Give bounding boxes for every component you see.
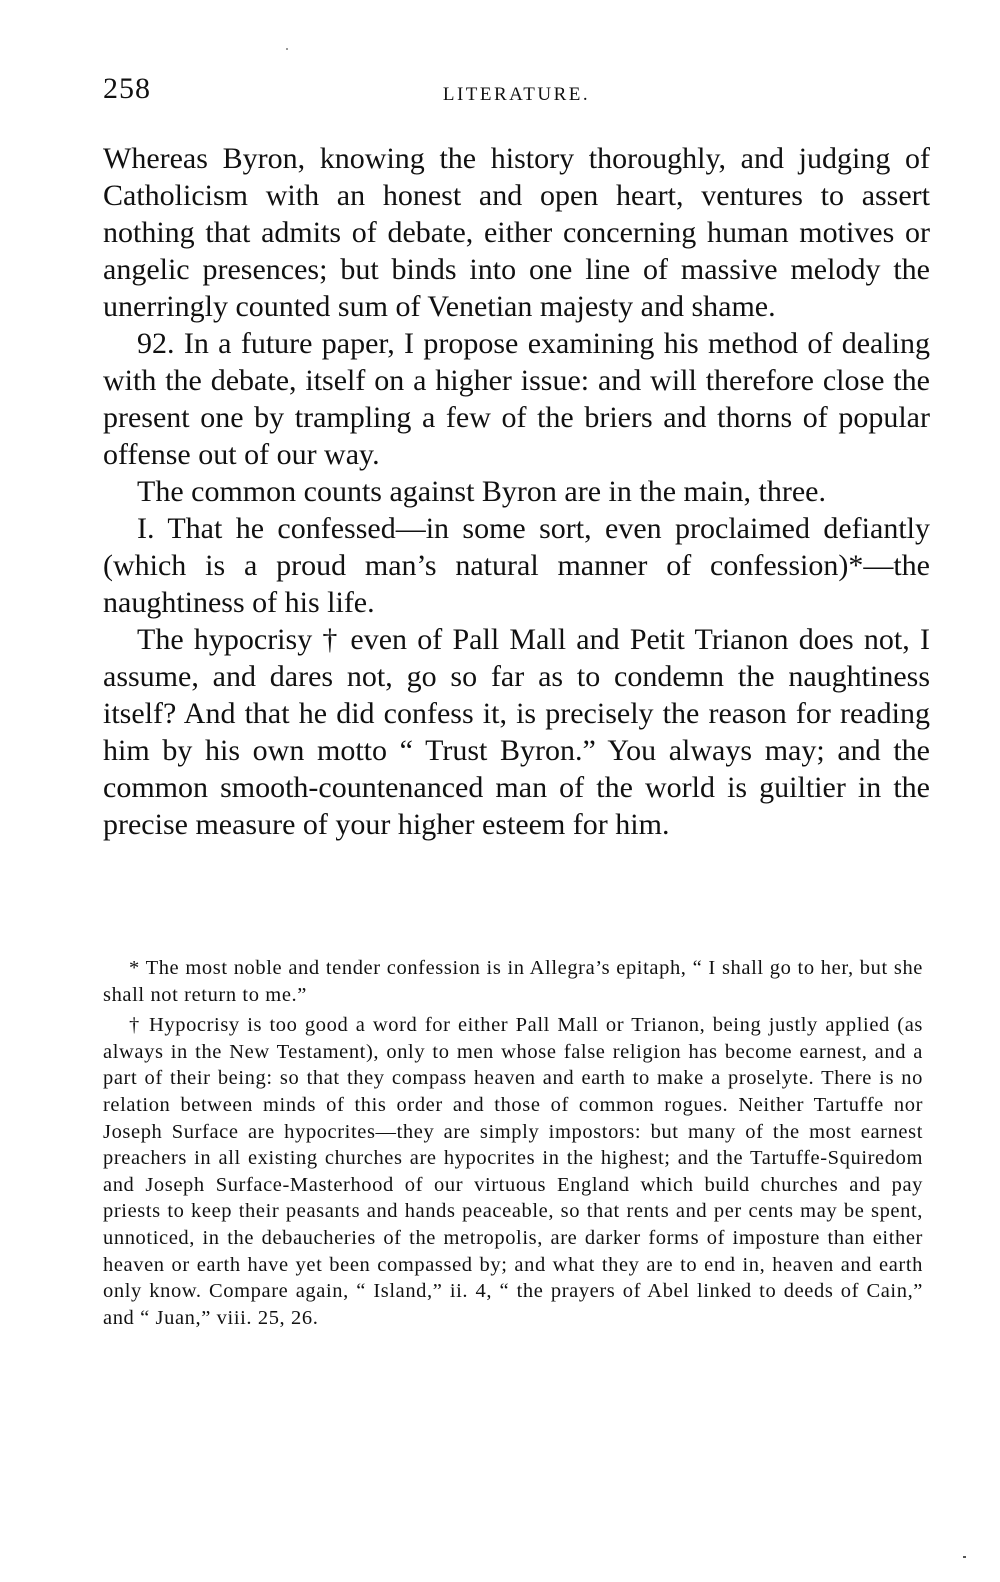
paragraph-count-one: I. That he confessed—in some sort, even proclaimed defiantly (which is a proud man’s natural manner of confession)*—the naughtiness of his life. (103, 512, 930, 619)
footnotes (103, 955, 923, 1331)
running-head (103, 72, 930, 112)
paragraph-92: 92. In a future paper, I propose examining his method of dealing with the debate, itself on a higher issue: and will therefore close the present one by trampling a few of the briers and thorns of popular offense out of our way. (103, 327, 930, 471)
main-text (103, 140, 930, 843)
footnote-asterisk: * The most noble and tender confession is in Allegra’s epitaph, “ I shall go to her, but she shall not return to me.” (103, 957, 923, 1006)
print-speck (963, 1556, 966, 1558)
paragraph-byron-venice: Whereas Byron, knowing the history thoroughly, and judging of Catholicism with an honest and open heart, ventures to assert nothing that admits of debate, either concerning human motives or angelic presences; but binds into one line of massive melody the unerringly counted sum of Venetian majesty and shame. (103, 142, 930, 323)
page-number: 258 (103, 72, 151, 105)
running-title: LITERATURE. (442, 84, 591, 105)
paragraph-hypocrisy: The hypocrisy † even of Pall Mall and Petit Trianon does not, I assume, and dares not, go so far as to condemn the naughtiness itself? And that he did confess it, is precisely the reason for reading him by his own motto “ Trust Byron.” You always may; and the common smooth-countenanced man of the world is guiltier in the precise measure of your higher esteem for him. (103, 623, 930, 841)
footnote-dagger: † Hypocrisy is too good a word for either Pall Mall or Trianon, being justly applied (as always in the New Testament), only to men whose false religion has become earnest, and a part of their being: so that they compass heaven and earth to make a proselyte. There is no relation between minds of this order and those of common rogues. Neither Tartuffe nor Joseph Surface are hypocrites—they are simply impostors: but many of the most earnest preachers in all existing churches are hypocrites in the highest; and the Tartuffe-Squiredom and Joseph Surface-Masterhood of our virtuous England which build churches and pay priests to keep their peasants and hands peaceable, so that rents and per cents may be spent, unnoticed, in the debaucheries of the metropolis, are darker forms of imposture than either heaven or earth have yet been compassed by; and what they are to end in, heaven and earth only know. Compare again, “ Island,” ii. 4, “ the prayers of Abel linked to deeds of Cain,” and “ Juan,” viii. 25, 26. (103, 1014, 923, 1329)
paragraph-common-counts: The common counts against Byron are in the main, three. (137, 475, 826, 508)
print-speck (286, 48, 288, 50)
